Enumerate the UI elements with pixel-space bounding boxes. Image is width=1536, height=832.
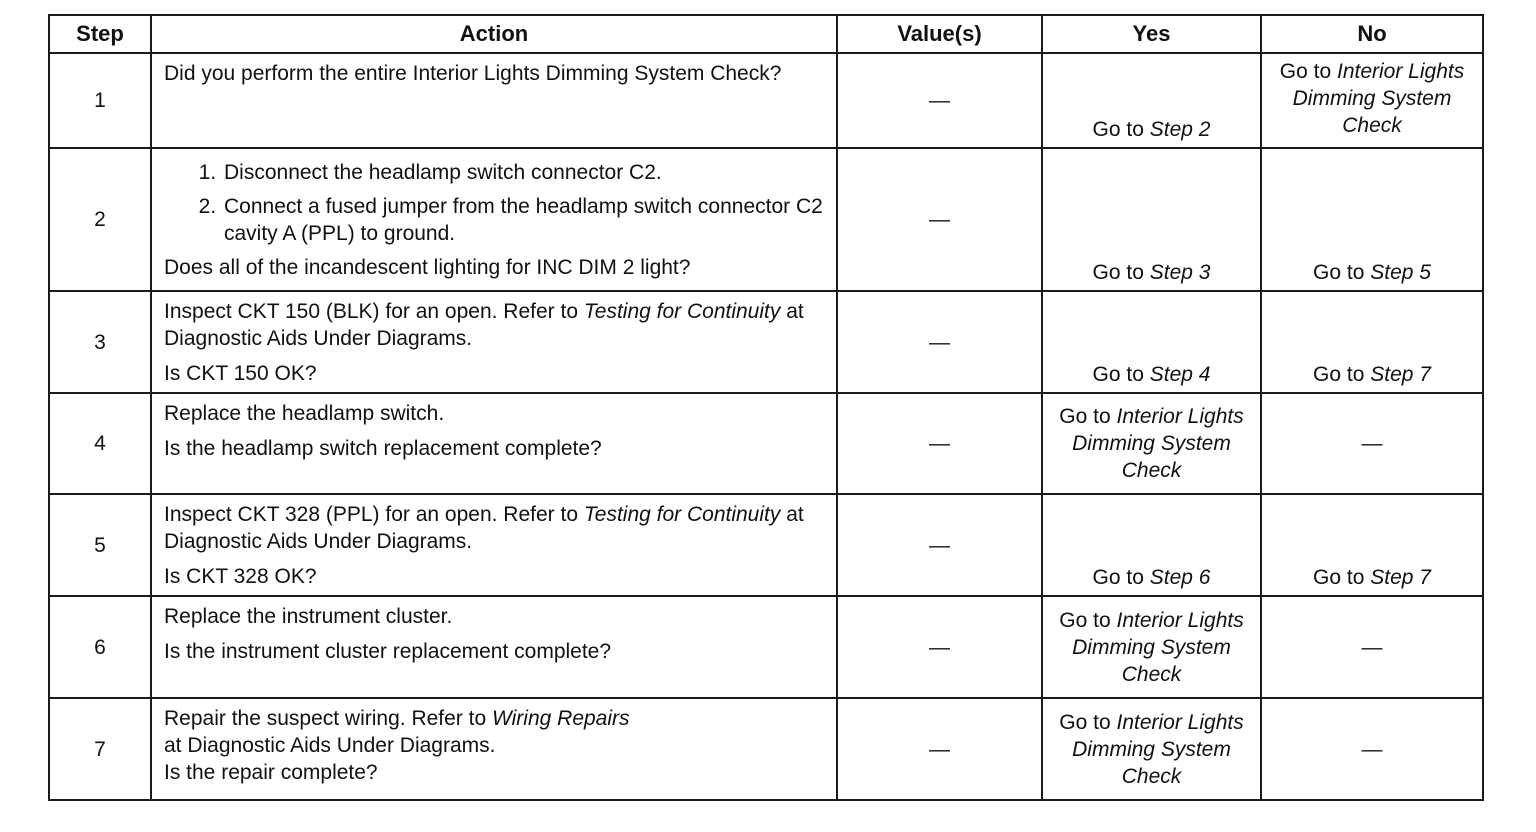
step-number: 6 <box>49 596 151 698</box>
action-question: Is the repair complete? <box>164 761 378 784</box>
goto-link[interactable]: Step 5 <box>1370 261 1431 284</box>
action-cell <box>151 494 837 596</box>
table-row <box>49 596 1483 698</box>
action-text: Inspect CKT 328 (PPL) for an open. Refer to Testing for Continuity at Diagnostic Aids Under Diagrams. <box>164 503 804 553</box>
step-number: 7 <box>49 698 151 800</box>
goto-prefix: Go to <box>1092 363 1144 386</box>
goto-link[interactable]: Interior Lights Dimming System Check <box>1072 710 1244 788</box>
value-cell: — <box>837 393 1042 494</box>
goto-link[interactable]: Step 7 <box>1370 566 1431 589</box>
goto-link[interactable]: Interior Lights Dimming System Check <box>1072 405 1244 482</box>
no-cell: — <box>1261 698 1483 800</box>
value-cell: — <box>837 494 1042 596</box>
action-cell <box>151 53 837 148</box>
action-cell <box>151 148 837 291</box>
goto-link[interactable]: Interior Lights Dimming System Check <box>1292 60 1465 137</box>
action-cell <box>151 291 837 393</box>
header-row <box>49 15 1483 53</box>
action-cell <box>151 596 837 698</box>
yes-cell[interactable] <box>1042 148 1261 291</box>
yes-cell[interactable] <box>1042 698 1261 800</box>
reference-link[interactable]: Testing for Continuity <box>583 300 781 323</box>
step-number: 5 <box>49 494 151 596</box>
goto-prefix: Go to <box>1313 566 1365 589</box>
goto-link[interactable]: Step 4 <box>1149 363 1211 386</box>
value-cell: — <box>837 698 1042 800</box>
goto-prefix: Go to <box>1092 118 1144 141</box>
step-number: 1 <box>49 53 151 148</box>
action-text: Inspect CKT 150 (BLK) for an open. Refer to Testing for Continuity at Diagnostic Aids Under Diagrams. <box>164 300 804 350</box>
table-row <box>49 291 1483 393</box>
step-number: 4 <box>49 393 151 494</box>
header-values: Value(s) <box>837 15 1042 53</box>
action-cell <box>151 698 837 800</box>
goto-link[interactable]: Step 6 <box>1149 566 1211 589</box>
goto-link[interactable]: Step 2 <box>1149 118 1211 141</box>
action-question: Is CKT 150 OK? <box>164 362 317 385</box>
diagnostic-table <box>48 14 1484 801</box>
action-step: 2. Connect a fused jumper from the headlamp switch connector C2 cavity A (PPL) to ground. <box>222 193 826 247</box>
action-question: Is the instrument cluster replacement complete? <box>164 640 612 663</box>
goto-prefix: Go to <box>1059 710 1111 734</box>
goto-prefix: Go to <box>1313 363 1365 386</box>
action-text: Did you perform the entire Interior Lights Dimming System Check? <box>164 62 782 85</box>
goto-link[interactable]: Interior Lights Dimming System Check <box>1072 608 1244 686</box>
action-cell <box>151 393 837 494</box>
no-cell[interactable] <box>1261 53 1483 148</box>
action-text: Repair the suspect wiring. Refer to Wiring Repairs at Diagnostic Aids Under Diagrams. <box>164 707 630 757</box>
value-cell: — <box>837 291 1042 393</box>
goto-link[interactable]: Step 7 <box>1370 363 1431 386</box>
yes-cell[interactable] <box>1042 53 1261 148</box>
no-cell[interactable] <box>1261 494 1483 596</box>
goto-prefix: Go to <box>1092 261 1144 284</box>
yes-cell[interactable] <box>1042 393 1261 494</box>
table-row <box>49 494 1483 596</box>
table-row <box>49 393 1483 494</box>
no-cell[interactable] <box>1261 148 1483 291</box>
value-cell: — <box>837 148 1042 291</box>
header-yes: Yes <box>1042 15 1261 53</box>
header-no: No <box>1261 15 1483 53</box>
step-number: 2 <box>49 148 151 291</box>
diagnostic-table-container <box>48 14 1482 801</box>
value-cell: — <box>837 596 1042 698</box>
header-step: Step <box>49 15 151 53</box>
goto-prefix: Go to <box>1279 60 1332 83</box>
table-row <box>49 148 1483 291</box>
action-steps-list <box>164 159 826 247</box>
goto-prefix: Go to <box>1092 566 1144 589</box>
step-number: 3 <box>49 291 151 393</box>
goto-prefix: Go to <box>1313 261 1365 284</box>
table-row <box>49 53 1483 148</box>
action-text: Replace the headlamp switch. <box>164 402 445 425</box>
yes-cell[interactable] <box>1042 494 1261 596</box>
reference-link[interactable]: Testing for Continuity <box>583 503 781 526</box>
goto-prefix: Go to <box>1059 608 1111 632</box>
reference-link[interactable]: Wiring Repairs <box>492 707 630 730</box>
yes-cell[interactable] <box>1042 596 1261 698</box>
action-step: 1. Disconnect the headlamp switch connector C2. <box>222 159 826 186</box>
action-question: Is the headlamp switch replacement complete? <box>164 437 602 460</box>
table-row <box>49 698 1483 800</box>
no-cell[interactable] <box>1261 291 1483 393</box>
no-cell: — <box>1261 393 1483 494</box>
action-text: Replace the instrument cluster. <box>164 605 453 628</box>
no-cell: — <box>1261 596 1483 698</box>
goto-prefix: Go to <box>1059 405 1111 428</box>
goto-link[interactable]: Step 3 <box>1149 261 1211 284</box>
action-question: Does all of the incandescent lighting for INC DIM 2 light? <box>164 256 691 279</box>
action-question: Is CKT 328 OK? <box>164 565 317 588</box>
header-action: Action <box>151 15 837 53</box>
yes-cell[interactable] <box>1042 291 1261 393</box>
value-cell: — <box>837 53 1042 148</box>
